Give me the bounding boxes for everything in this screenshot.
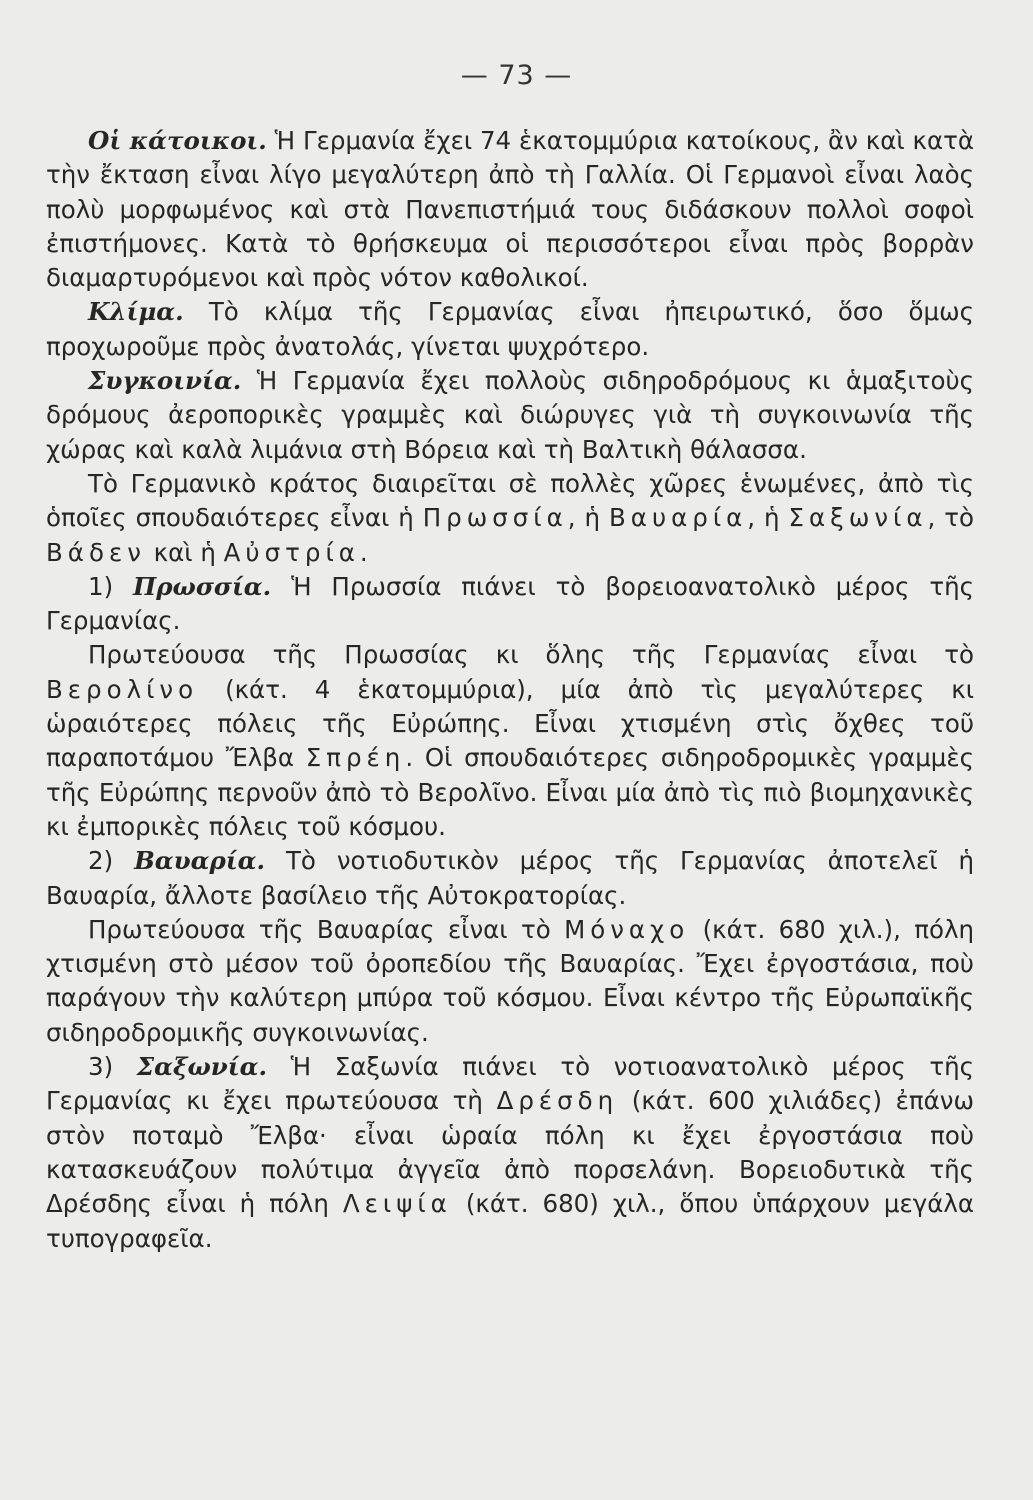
spaced-name: Σαξωνία — [788, 503, 928, 533]
spaced-name: Πρωσσία — [422, 503, 568, 533]
text-run: (κάτ. 680 χιλ.), πόλη χτισμένη στὸ μέσον τοῦ ὀροπεδίου τῆς Βαυαρίας. Ἔχει ἐργοστάσια, ποὺ παράγουν τὴν καλύτερη μπύρα τοῦ κόσμου. Εἶναι κέντρο τῆς Εὐρωπαϊκῆς σιδηροδρομικῆς συγκοινωνίας. — [46, 914, 974, 1047]
text-run: Τὸ Γερμανικὸ κράτος διαιρεῖται σὲ πολλὲς χῶρες ἑνωμένες, ἀπὸ τὶς ὁποῖες σπουδαιότερες εἶναι ἡ — [46, 468, 974, 533]
text-run: , ἡ — [567, 503, 609, 533]
spaced-name: Σπρέη — [305, 743, 406, 773]
spaced-name: Μόναχο — [564, 914, 690, 944]
text-run: . Οἱ σπουδαιότερες σιδηροδρομικὲς γραμμὲς τῆς Εὐρώπης περνοῦν ἀπὸ τὸ Βερολῖνο. Εἶναι μία ἀπὸ τὶς πιὸ βιομηχανικὲς κι ἐμπορικὲς πόλεις τοῦ κόσμου. — [46, 743, 974, 841]
heading-saxony: Σαξωνία. — [136, 1052, 268, 1082]
paragraph-transport — [46, 364, 974, 467]
paragraph-climate — [46, 295, 974, 364]
text-run: , ἡ — [747, 503, 789, 533]
text-run: καὶ ἡ — [145, 537, 224, 567]
text-run: (κάτ. 600 χιλιάδες) ἐπάνω στὸν ποταμὸ Ἔλβα· εἶναι ὡραία πόλη κι ἔχει ἐργοστάσια ποὺ κατασκευάζουν πολύτιμα ἀγγεῖα ἀπὸ πορσελάνη. Βορειοδυτικὰ τῆς Δρέσδης εἶναι ἡ πόλη — [46, 1086, 974, 1219]
text-run: Πρωτεύουσα τῆς Πρωσσίας κι ὅλης τῆς Γερμανίας εἶναι τὸ — [88, 640, 974, 670]
heading-transport: Συγκοινία. — [88, 366, 242, 396]
heading-inhabitants: Οἱ κάτοικοι. — [88, 126, 267, 155]
heading-bavaria: Βαυαρία. — [134, 846, 266, 876]
page-body — [46, 124, 974, 1256]
section-number: 1) — [88, 571, 114, 601]
paragraph-prussia — [46, 570, 974, 639]
spaced-name: Αὐστρία — [223, 537, 360, 567]
paragraph-inhabitants — [46, 124, 974, 295]
text-run: (κάτ. 680) χιλ., ὅπου ὑπάρχουν μεγάλα τυπογραφεῖα. — [46, 1189, 974, 1253]
paragraph-berlin — [46, 638, 974, 844]
section-number: 2) — [88, 846, 114, 876]
heading-climate: Κλίμα. — [88, 297, 184, 327]
paragraph-munich — [46, 913, 974, 1050]
paragraph-saxony — [46, 1050, 974, 1256]
paragraph-bavaria — [46, 844, 974, 913]
heading-prussia: Πρωσσία. — [133, 571, 272, 601]
text-run: , τὸ — [927, 503, 974, 533]
paragraph-states — [46, 467, 974, 570]
paragraph-text: Τὸ κλίμα τῆς Γερμανίας εἶναι ἠπειρωτικό, ὅσο ὅμως προχωροῦμε πρὸς ἀνατολάς, γίνεται ψυχρότερο. — [46, 297, 974, 361]
paragraph-text: Ἡ Γερμανία ἔχει 74 ἑκατομμύρια κατοίκους, ἂν καὶ κατὰ τὴν ἔκταση εἶναι λίγο μεγαλύτερη ἀπὸ τὴ Γαλλία. Οἱ Γερμανοὶ εἶναι λαὸς πολὺ μορφωμένος καὶ στὰ Πανεπιστήμιά τους διδάσκουν πολλοὶ σοφοὶ ἐπιστήμονες. Κατὰ τὸ θρήσκευμα οἱ περισσότεροι εἶναι πρὸς βορρὰν διαμαρτυρόμενοι καὶ πρὸς νότον καθολικοί. — [46, 126, 974, 293]
paragraph-text: Ἡ Γερμανία ἔχει πολλοὺς σιδηροδρόμους κι ἁμαξιτοὺς δρόμους ἀεροπορικὲς γραμμὲς καὶ διώρυγες γιὰ τὴ συγκοινωνία τῆς χώρας καὶ καλὰ λιμάνια στὴ Βόρεια καὶ τὴ Βαλτικὴ θάλασσα. — [46, 366, 974, 464]
text-run: . — [359, 537, 368, 567]
paragraph-text: Ἡ Πρωσσία πιάνει τὸ βορειοανατολικὸ μέρος τῆς Γερμανίας. — [46, 571, 975, 636]
spaced-name: Βερολίνο — [46, 674, 199, 704]
spaced-name: Λειψία — [342, 1189, 452, 1219]
spaced-name: Βάδεν — [46, 537, 146, 567]
page-number: — 73 — — [460, 60, 573, 91]
text-run: Ἡ Σαξωνία πιάνει τὸ νοτιοανατολικὸ μέρος τῆς Γερμανίας κι ἔχει πρωτεύουσα τὴ — [46, 1052, 974, 1116]
paragraph-text: Τὸ νοτιοδυτικὸν μέρος τῆς Γερμανίας ἀποτελεῖ ἡ Βαυαρία, ἄλλοτε βασίλειο τῆς Αὐτοκρατορίας. — [46, 846, 974, 910]
text-run: (κάτ. 4 ἑκατομμύρια), μία ἀπὸ τὶς μεγαλύτερες κι ὡραιότερες πόλεις τῆς Εὐρώπης. Εἶναι χτισμένη στὶς ὄχθες τοῦ παραποτάμου Ἔλβα — [46, 674, 974, 773]
spaced-name: Βαυαρία — [609, 503, 748, 533]
spaced-name: Δρέσδη — [496, 1086, 619, 1116]
section-number: 3) — [88, 1052, 114, 1082]
text-run: Πρωτεύουσα τῆς Βαυαρίας εἶναι τὸ — [88, 914, 565, 944]
